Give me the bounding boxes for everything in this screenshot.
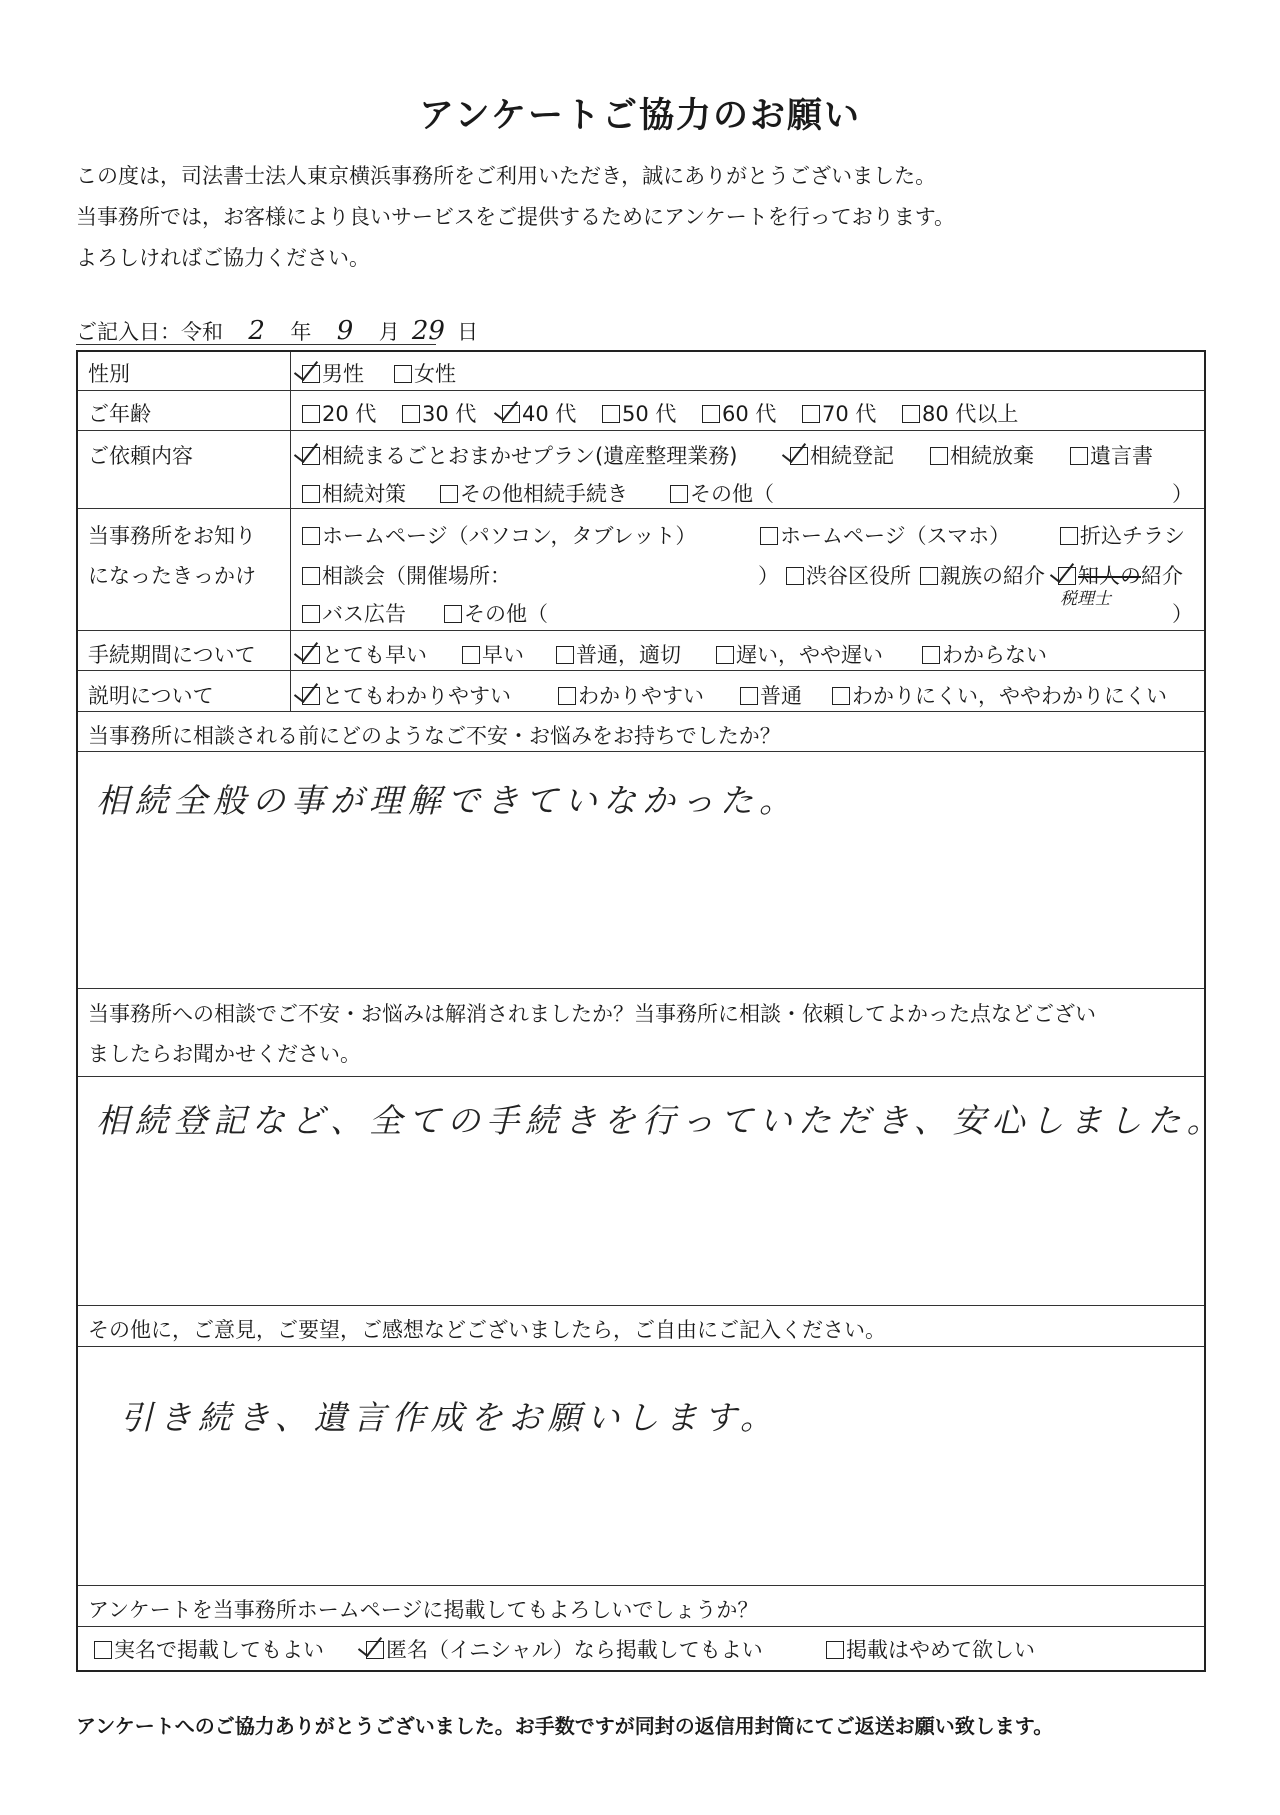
date-day-unit: 日: [457, 320, 479, 344]
page-title: アンケートご協力のお願い: [419, 96, 861, 136]
period-slow-option[interactable]: [716, 639, 883, 669]
checkbox-icon[interactable]: [902, 405, 920, 423]
request-will-option[interactable]: [1070, 440, 1153, 470]
date-month-unit: 月: [378, 320, 400, 344]
row-divider: [78, 711, 1204, 712]
source-bus-ad-option[interactable]: [302, 598, 406, 628]
date-day[interactable]: 29: [411, 316, 445, 346]
checkbox-icon[interactable]: [922, 646, 940, 664]
option-label: 掲載はやめて欲しい: [846, 1638, 1035, 1662]
source-shibuya-option[interactable]: [786, 560, 911, 590]
checkbox-checked-icon[interactable]: [302, 646, 320, 664]
option-label: 遅い，やや遅い: [736, 643, 883, 667]
period-label: 手続期間について: [88, 643, 256, 667]
request-registration-option[interactable]: [790, 440, 894, 470]
row-divider: [78, 390, 1204, 391]
option-label: 紹介: [1141, 564, 1183, 588]
checkbox-icon[interactable]: [702, 405, 720, 423]
period-fast-option[interactable]: [462, 639, 524, 669]
request-full-plan-option[interactable]: [302, 440, 737, 470]
intro-line-2: 当事務所では，お客様により良いサービスをご提供するためにアンケートを行っております。: [76, 205, 956, 229]
gender-female-option[interactable]: [394, 358, 456, 388]
row-divider: [78, 1585, 1204, 1586]
source-label-line1: 当事務所をお知り: [88, 524, 256, 548]
source-seminar-option[interactable]: [302, 560, 511, 590]
row-divider: [78, 1346, 1204, 1347]
option-label: 相談会（開催場所：: [322, 564, 511, 588]
date-month[interactable]: 9: [336, 316, 354, 346]
gender-label: 性別: [88, 362, 130, 386]
checkbox-icon[interactable]: [302, 605, 320, 623]
request-other-procedures-option[interactable]: [440, 478, 628, 508]
publish-decline-option[interactable]: [826, 1634, 1035, 1664]
explain-label: 説明について: [88, 684, 214, 708]
option-label: ホームページ（パソコン，タブレット）: [322, 524, 697, 548]
checkbox-icon[interactable]: [716, 646, 734, 664]
checkbox-icon[interactable]: [920, 567, 938, 585]
option-label: 匿名（イニシャル）なら掲載してもよい: [386, 1638, 763, 1662]
age-30-option[interactable]: [402, 398, 476, 428]
row-divider: [78, 988, 1204, 989]
q3-question: その他に，ご意見，ご要望，ご感想などございましたら，ご自由にご記入ください。: [88, 1318, 886, 1342]
option-label: 30 代: [422, 402, 477, 426]
request-label: ご依頼内容: [88, 444, 193, 468]
checkbox-icon[interactable]: [302, 485, 320, 503]
row-divider: [78, 430, 1204, 431]
checkbox-icon[interactable]: [826, 1641, 844, 1659]
source-flyer-option[interactable]: [1060, 520, 1185, 550]
checkbox-icon[interactable]: [402, 405, 420, 423]
source-other-option[interactable]: [444, 598, 548, 628]
explain-very-clear-option[interactable]: [302, 680, 511, 710]
option-label: 60 代: [722, 402, 777, 426]
struck-text: 知人の: [1078, 564, 1141, 588]
date-year[interactable]: 2: [248, 316, 265, 346]
option-label: 70 代: [822, 402, 877, 426]
checkbox-icon[interactable]: [394, 365, 412, 383]
checkbox-icon[interactable]: [302, 405, 320, 423]
source-homepage-pc-option[interactable]: [302, 520, 696, 550]
label-column-divider: [290, 352, 291, 711]
period-unknown-option[interactable]: [922, 639, 1047, 669]
option-label: 遺言書: [1090, 444, 1153, 468]
option-label: とても早い: [322, 643, 427, 667]
date-year-unit: 年: [290, 320, 312, 344]
age-40-option[interactable]: [502, 398, 576, 428]
publish-real-name-option[interactable]: [94, 1634, 324, 1664]
checkbox-icon[interactable]: [1070, 447, 1088, 465]
friend-handwritten-note: 税理士: [1060, 589, 1111, 609]
option-label: その他（: [464, 602, 548, 626]
explain-clear-option[interactable]: [558, 680, 704, 710]
option-label: 相続登記: [810, 444, 894, 468]
option-label: 普通: [760, 684, 802, 708]
age-50-option[interactable]: [602, 398, 676, 428]
option-label: 折込チラシ: [1080, 524, 1185, 548]
age-label: ご年齢: [88, 402, 151, 426]
checkbox-icon[interactable]: [602, 405, 620, 423]
age-20-option[interactable]: [302, 398, 376, 428]
q3-answer[interactable]: 引き続き、遺言作成をお願いします。: [120, 1398, 780, 1437]
option-label: その他相続手続き: [460, 482, 628, 506]
publish-anonymous-option[interactable]: [366, 1634, 763, 1664]
checkbox-icon[interactable]: [670, 485, 688, 503]
checkbox-icon[interactable]: [444, 605, 462, 623]
footer-thanks: アンケートへのご協力ありがとうございました。お手数ですが同封の返信用封筒にてご返送お願い致します。: [76, 1714, 1054, 1738]
option-label: その他（: [690, 482, 774, 506]
gender-male-option[interactable]: [302, 358, 364, 388]
source-label-line2: になったきっかけ: [88, 564, 256, 588]
checkbox-icon[interactable]: [740, 687, 758, 705]
explain-normal-option[interactable]: [740, 680, 802, 710]
request-planning-option[interactable]: [302, 478, 406, 508]
option-label: わからない: [942, 643, 1047, 667]
q2-question-line1: 当事務所への相談でご不安・お悩みは解消されましたか？当事務所に相談・依頼してよかった点などござい: [88, 1002, 1096, 1026]
option-label: 早い: [482, 643, 524, 667]
entry-date: [76, 316, 478, 346]
checkbox-icon[interactable]: [558, 687, 576, 705]
option-label: わかりにくい，ややわかりにくい: [852, 684, 1167, 708]
row-divider: [78, 670, 1204, 671]
option-label: とてもわかりやすい: [322, 684, 511, 708]
checkbox-checked-icon[interactable]: [790, 447, 808, 465]
source-seminar-close-paren: ）: [758, 564, 779, 588]
checkbox-icon[interactable]: [760, 527, 778, 545]
source-homepage-phone-option[interactable]: [760, 520, 1010, 550]
checkbox-checked-icon[interactable]: [302, 447, 320, 465]
checkbox-icon[interactable]: [802, 405, 820, 423]
intro-line-3: よろしければご協力ください。: [76, 246, 370, 270]
checkbox-icon[interactable]: [440, 485, 458, 503]
row-divider: [78, 508, 1204, 509]
checkbox-icon[interactable]: [302, 527, 320, 545]
row-divider: [78, 1305, 1204, 1306]
option-label: 20 代: [322, 402, 377, 426]
option-label: 実名で掲載してもよい: [114, 1638, 324, 1662]
source-other-close-paren: ）: [1172, 602, 1193, 626]
checkbox-icon[interactable]: [462, 646, 480, 664]
option-label: 相続放棄: [950, 444, 1034, 468]
checkbox-icon[interactable]: [1060, 527, 1078, 545]
option-label: 普通，適切: [576, 643, 681, 667]
option-label: 相続まるごとおまかせプラン(遺産整理業務): [322, 444, 738, 468]
q2-question-line2: ましたらお聞かせください。: [88, 1042, 361, 1066]
option-label: ホームページ（スマホ）: [780, 524, 1011, 548]
row-divider: [78, 1076, 1204, 1077]
option-label: バス広告: [322, 602, 406, 626]
age-80-option[interactable]: [902, 398, 1018, 428]
row-divider: [78, 751, 1204, 752]
option-label: 親族の紹介: [940, 564, 1045, 588]
period-very-fast-option[interactable]: [302, 639, 427, 669]
source-relative-option[interactable]: [920, 560, 1045, 590]
q1-question: 当事務所に相談される前にどのようなご不安・お悩みをお持ちでしたか？: [88, 724, 781, 748]
option-label: 40 代: [522, 402, 577, 426]
period-normal-option[interactable]: [556, 639, 681, 669]
option-label: 50 代: [622, 402, 677, 426]
option-label: 80 代以上: [922, 402, 1019, 426]
option-label: わかりやすい: [578, 684, 704, 708]
option-label: 女性: [414, 362, 456, 386]
row-divider: [78, 1626, 1204, 1627]
checkbox-checked-icon[interactable]: [366, 1641, 384, 1659]
date-prefix: ご記入日：令和: [76, 320, 223, 344]
date-underline: [76, 344, 436, 345]
request-other-close-paren: ）: [1172, 482, 1193, 506]
checkbox-checked-icon[interactable]: [502, 405, 520, 423]
option-label: 相続対策: [322, 482, 406, 506]
age-60-option[interactable]: [702, 398, 776, 428]
request-renunciation-option[interactable]: [930, 440, 1034, 470]
q2-answer[interactable]: 相続登記など、全ての手続きを行っていただき、安心しました。: [96, 1101, 1226, 1140]
age-70-option[interactable]: [802, 398, 876, 428]
checkbox-icon[interactable]: [302, 567, 320, 585]
option-label: 渋谷区役所: [806, 564, 911, 588]
checkbox-checked-icon[interactable]: [302, 687, 320, 705]
checkbox-checked-icon[interactable]: [302, 365, 320, 383]
q1-answer[interactable]: 相続全般の事が理解できていなかった。: [96, 781, 798, 820]
checkbox-checked-icon[interactable]: [1058, 567, 1076, 585]
checkbox-icon[interactable]: [786, 567, 804, 585]
checkbox-icon[interactable]: [94, 1641, 112, 1659]
publish-question: アンケートを当事務所ホームページに掲載してもよろしいでしょうか？: [88, 1598, 759, 1622]
checkbox-icon[interactable]: [556, 646, 574, 664]
checkbox-icon[interactable]: [930, 447, 948, 465]
row-divider: [78, 630, 1204, 631]
request-other-option[interactable]: [670, 478, 774, 508]
checkbox-icon[interactable]: [832, 687, 850, 705]
explain-unclear-option[interactable]: [832, 680, 1167, 710]
option-label: 男性: [322, 362, 364, 386]
intro-line-1: この度は，司法書士法人東京横浜事務所をご利用いただき，誠にありがとうございました。: [76, 164, 937, 188]
